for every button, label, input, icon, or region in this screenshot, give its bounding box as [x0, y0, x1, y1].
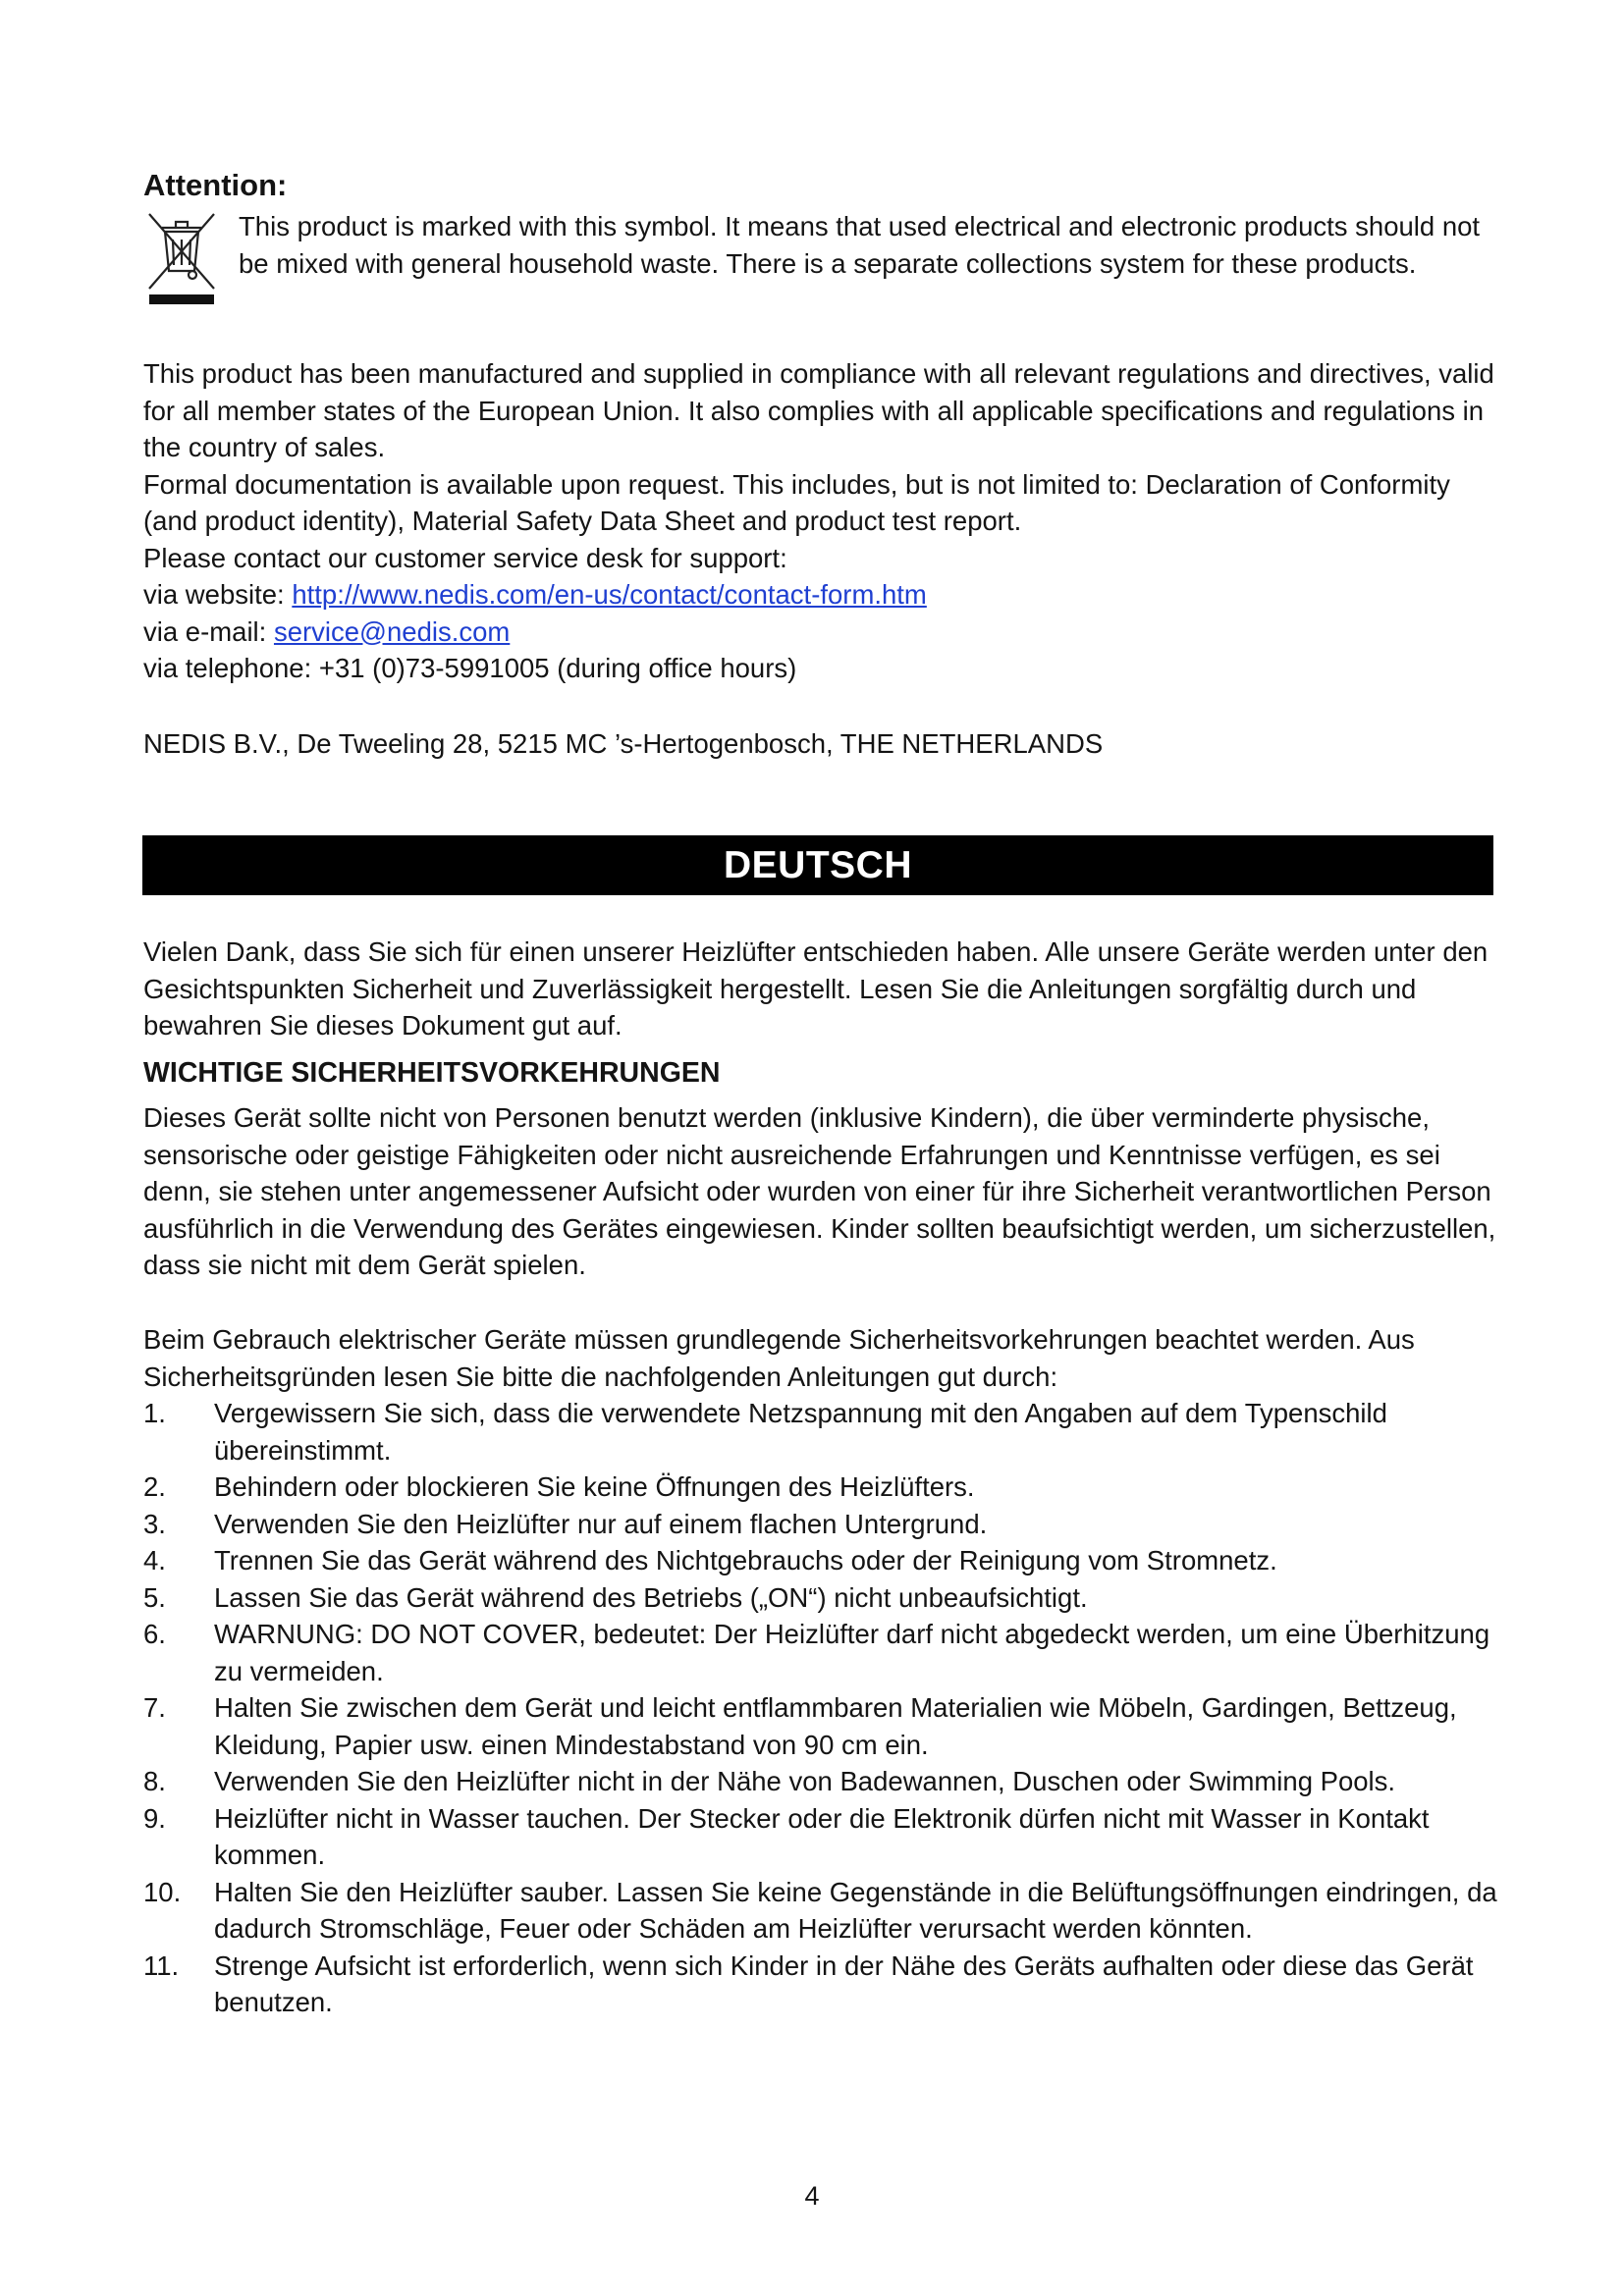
list-item [143, 1800, 1518, 1874]
list-item-number: 10. [143, 1876, 182, 1907]
list-item [143, 1616, 1518, 1689]
attention-title: Attention: [143, 168, 288, 202]
section-banner [142, 835, 1493, 895]
list-item [143, 1395, 1518, 1468]
list-item-number: 5. [143, 1581, 166, 1613]
safety-paragraph-2: Beim Gebrauch elektrischer Geräte müssen grundlegende Sicherheitsvorkehrungen beachtet werden. Aus Sicherheitsgründen lesen Sie bitte die nachfolgenden Anleitungen gut durch: [143, 1324, 1415, 1392]
safety-paragraph-1: Dieses Gerät sollte nicht von Personen benutzt werden (inklusive Kindern), die über verminderte physische, sensorische oder geistige Fähigkeiten oder nicht ausreichende Erfahrungen und Kenntnisse verfügen, es sei denn, sie stehen unter angemessener Aufsicht oder wurden von einer für ihre Sicherheit verantwortlichen Person ausführlich in die Verwendung des Gerätes eingewiesen. Kinder sollten beaufsichtigt werden, um sicherzustellen, dass sie nicht mit dem Gerät spielen. [143, 1102, 1496, 1280]
list-item-text: Strenge Aufsicht ist erforderlich, wenn sich Kinder in der Nähe des Geräts aufhalten oder diese das Gerät benutzen. [214, 1949, 1474, 2017]
list-item-number: 8. [143, 1766, 166, 1796]
list-item [143, 1948, 1518, 2021]
email-label: via e-mail: [143, 615, 274, 647]
list-item-text: Halten Sie den Heizlüfter sauber. Lassen Sie keine Gegenstände in die Belüftungsöffnungen eindringen, da dadurch Stromschläge, Feuer oder Schäden am Heizlüfter verursacht werden könnten. [214, 1876, 1497, 1944]
list-item [143, 1579, 1518, 1617]
intro-paragraph: Vielen Dank, dass Sie sich für einen unserer Heizlüfter entschieden haben. Alle unsere Geräte werden unter den Gesichtspunkten Sicherheit und Zuverlässigkeit hergestellt. Lesen Sie die Anleitungen sorgfältig durch und bewahren Sie dieses Dokument gut auf. [143, 936, 1489, 1041]
company-address: NEDIS B.V., De Tweeling 28, 5215 MC ’s-Hertogenbosch, THE NETHERLANDS [143, 728, 1104, 759]
list-item-text: Halten Sie zwischen dem Gerät und leicht entflammbaren Materialien wie Möbeln, Gardingen, Bettzeug, Kleidung, Papier usw. einen Mindestabstand von 90 cm ein. [214, 1692, 1457, 1760]
list-item-text: Vergewissern Sie sich, dass die verwendete Netzspannung mit den Angaben auf dem Typenschild übereinstimmt. [214, 1398, 1387, 1466]
list-item-number: 7. [143, 1692, 166, 1723]
list-item-text: Behindern oder blockieren Sie keine Öffnungen des Heizlüfters. [214, 1471, 975, 1502]
weee-notice-text: This product is marked with this symbol. It means that used electrical and electronic products should not be mixed with general household waste. There is a separate collections system for these products. [239, 211, 1481, 279]
support-telephone-line: via telephone: +31 (0)73-5991005 (during office hours) [143, 653, 797, 683]
list-item-text: Trennen Sie das Gerät während des Nichtgebrauchs oder der Reinigung vom Stromnetz. [214, 1545, 1277, 1575]
list-item [143, 1763, 1518, 1800]
list-item-number: 11. [143, 1949, 180, 1981]
support-website-line [143, 576, 1508, 614]
website-label: via website: [143, 579, 293, 610]
list-item-number: 3. [143, 1508, 166, 1539]
list-item-text: WARNUNG: DO NOT COVER, bedeutet: Der Heizlüfter darf nicht abgedeckt werden, um eine Überhitzung zu vermeiden. [214, 1619, 1490, 1686]
list-item-number: 1. [143, 1398, 166, 1428]
list-item [143, 1542, 1518, 1579]
page-number: 4 [804, 2181, 820, 2211]
safety-heading: WICHTIGE SICHERHEITSVORKEHRUNGEN [143, 1057, 721, 1089]
list-item [143, 1468, 1518, 1506]
list-item-text: Lassen Sie das Gerät während des Betriebs („ON“) nicht unbeaufsichtigt. [214, 1581, 1088, 1613]
safety-instructions-list [143, 1395, 1518, 2021]
compliance-paragraph: This product has been manufactured and supplied in compliance with all relevant regulations and directives, valid for all member states of the European Union. It also complies with all applicable specifications and regulations in the country of sales. [143, 358, 1494, 462]
crossed-out-wheelie-bin-icon [145, 210, 218, 306]
support-email-line [143, 614, 1508, 651]
list-item-number: 6. [143, 1619, 166, 1649]
list-item-text: Heizlüfter nicht in Wasser tauchen. Der Stecker oder die Elektronik dürfen nicht mit Wasser in Kontakt kommen. [214, 1802, 1430, 1870]
list-item-number: 4. [143, 1545, 166, 1575]
list-item-number: 9. [143, 1802, 166, 1834]
list-item [143, 1506, 1518, 1543]
compliance-section [143, 355, 1508, 687]
support-intro: Please contact our customer service desk for support: [143, 542, 787, 573]
list-item-text: Verwenden Sie den Heizlüfter nicht in der Nähe von Badewannen, Duschen oder Swimming Pools. [214, 1766, 1396, 1796]
website-link[interactable]: http://www.nedis.com/en-us/contact/contact-form.htm [292, 579, 927, 610]
section-banner-title: DEUTSCH [723, 843, 912, 886]
documentation-paragraph: Formal documentation is available upon request. This includes, but is not limited to: Declaration of Conformity (and product identity), Material Safety Data Sheet and product test report. [143, 468, 1450, 536]
list-item [143, 1874, 1518, 1948]
list-item-number: 2. [143, 1471, 166, 1502]
list-item-text: Verwenden Sie den Heizlüfter nur auf einem flachen Untergrund. [214, 1508, 988, 1539]
list-item [143, 1689, 1518, 1763]
email-link[interactable]: service@nedis.com [273, 615, 511, 647]
